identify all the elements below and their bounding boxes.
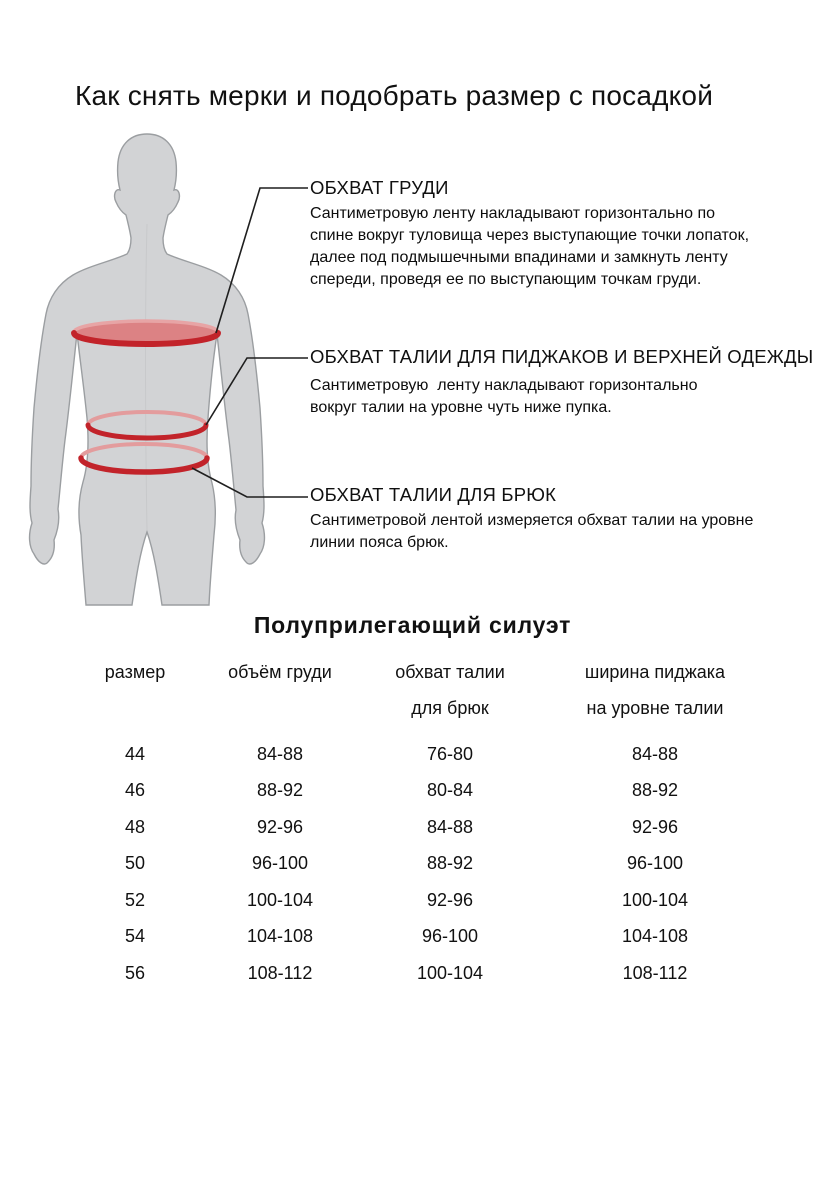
table-cell: 108-112 xyxy=(622,962,688,983)
table-cell: 96-100 xyxy=(421,926,479,947)
table-row xyxy=(60,882,760,919)
annotation-text-jacket-waist: Сантиметровую ленту накладывают горизонтально вокруг талии на уровне чуть ниже пупка. xyxy=(310,377,702,416)
table-row xyxy=(60,809,760,846)
table-cell: 80-84 xyxy=(426,780,474,801)
table-cell: 96-100 xyxy=(626,853,684,874)
size-table-header xyxy=(60,658,760,736)
table-cell: 84-88 xyxy=(426,816,474,837)
annotation-heading-chest: ОБХВАТ ГРУДИ xyxy=(310,177,449,198)
table-cell: 88-92 xyxy=(426,853,474,874)
table-cell: 92-96 xyxy=(426,889,474,910)
table-row xyxy=(60,736,760,773)
table-cell: 56 xyxy=(124,962,146,983)
table-cell: 92-96 xyxy=(256,816,304,837)
table-cell: 44 xyxy=(124,743,146,764)
table-cell: 46 xyxy=(124,780,146,801)
table-title: Полуприлегающий силуэт xyxy=(253,612,572,638)
table-row xyxy=(60,955,760,992)
table-cell: 92-96 xyxy=(631,816,679,837)
table-cell: 104-108 xyxy=(246,926,314,947)
table-row xyxy=(60,846,760,883)
annotation-text-chest: Сантиметровую ленту накладывают горизонтально по спине вокруг туловища через выступающие точки лопаток, далее под подмышечными впадинами и замкнуть ленту спереди, проведя ее по выступающим точкам груди. xyxy=(310,205,754,288)
table-row xyxy=(60,773,760,810)
header-cell: размер xyxy=(104,662,166,682)
table-cell: 84-88 xyxy=(256,743,304,764)
header-cell: обхват талии для брюк xyxy=(395,662,505,718)
annotation-text-trouser-waist: Сантиметровой лентой измеряется обхват талии на уровне линии пояса брюк. xyxy=(310,512,758,551)
page-title: Как снять мерки и подобрать размер с посадкой xyxy=(75,80,714,111)
annotation-heading-trouser-waist: ОБХВАТ ТАЛИИ ДЛЯ БРЮК xyxy=(310,484,557,505)
table-cell: 52 xyxy=(124,889,146,910)
table-cell: 100-104 xyxy=(246,889,314,910)
table-cell: 76-80 xyxy=(426,743,474,764)
table-cell: 88-92 xyxy=(631,780,679,801)
table-row xyxy=(60,919,760,956)
silhouette-body xyxy=(30,134,265,605)
table-cell: 100-104 xyxy=(416,962,484,983)
table-cell: 50 xyxy=(124,853,146,874)
size-table-body xyxy=(60,736,760,992)
table-cell: 48 xyxy=(124,816,146,837)
size-table xyxy=(60,658,760,992)
table-cell: 100-104 xyxy=(621,889,689,910)
annotation-heading-jacket-waist: ОБХВАТ ТАЛИИ ДЛЯ ПИДЖАКОВ И ВЕРХНЕЙ ОДЕЖДЫ xyxy=(310,346,814,367)
table-cell: 84-88 xyxy=(631,743,679,764)
table-cell: 104-108 xyxy=(621,926,689,947)
header-cell: ширина пиджака на уровне талии xyxy=(584,662,726,718)
table-cell: 108-112 xyxy=(247,962,313,983)
measurement-figure xyxy=(20,120,320,610)
table-cell: 96-100 xyxy=(251,853,309,874)
male-silhouette-figure xyxy=(20,120,320,610)
table-cell: 88-92 xyxy=(256,780,304,801)
header-cell: объём груди xyxy=(228,662,332,682)
table-cell: 54 xyxy=(124,926,146,947)
